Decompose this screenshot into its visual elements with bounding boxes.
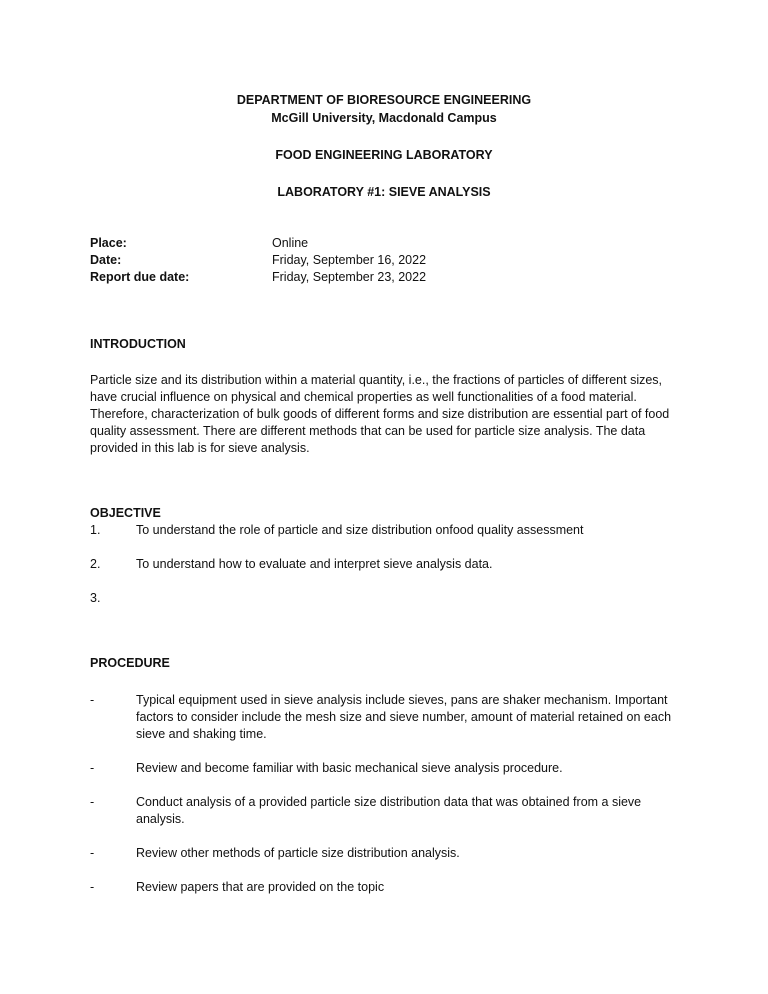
place-value: Online: [272, 236, 309, 250]
lab-name-heading: FOOD ENGINEERING LABORATORY: [275, 148, 493, 162]
procedure-bullet: -: [90, 693, 95, 707]
introduction-title: INTRODUCTION: [90, 337, 186, 351]
lab-title-heading: LABORATORY #1: SIEVE ANALYSIS: [277, 185, 491, 199]
objective-item: To understand how to evaluate and interpret sieve analysis data.: [136, 557, 493, 571]
objective-number: 1.: [90, 523, 101, 537]
objective-item: To understand the role of particle and size distribution onfood quality assessment: [136, 523, 584, 537]
objective-title: OBJECTIVE: [90, 506, 161, 520]
procedure-title: PROCEDURE: [90, 656, 170, 670]
procedure-item: Review papers that are provided on the topic: [136, 880, 385, 894]
procedure-item: Review and become familiar with basic mechanical sieve analysis procedure.: [136, 761, 563, 775]
procedure-item: Conduct analysis of a provided particle size distribution data that was obtained from a sieve analysis.: [136, 795, 642, 826]
procedure-bullet: -: [90, 880, 95, 894]
procedure-item: Typical equipment used in sieve analysis include sieves, pans are shaker mechanism. Important factors to consider include the mesh size and sieve number, amount of material retained on each sieve and shaking time.: [136, 693, 672, 741]
procedure-bullet: -: [90, 795, 95, 809]
procedure-bullet: -: [90, 761, 95, 775]
objective-number: 2.: [90, 557, 101, 571]
procedure-item: Review other methods of particle size distribution analysis.: [136, 846, 460, 860]
place-label: Place:: [90, 236, 127, 250]
due-date-value: Friday, September 23, 2022: [272, 270, 427, 284]
date-label: Date:: [90, 253, 122, 267]
introduction-text: Particle size and its distribution within a material quantity, i.e., the fractions of particles of different sizes, have crucial influence on physical and chemical properties as well functionalities of a food material. Therefore, characterization of bulk goods of different forms and size distribution are essential part of food quality assessment. There are different methods that can be used for particle size analysis. The data provided in this lab is for sieve analysis.: [90, 373, 670, 455]
objective-number: 3.: [90, 591, 101, 605]
procedure-bullet: -: [90, 846, 95, 860]
date-value: Friday, September 16, 2022: [272, 253, 427, 267]
department-heading: DEPARTMENT OF BIORESOURCE ENGINEERING: [236, 93, 532, 107]
university-heading: McGill University, Macdonald Campus: [271, 111, 497, 125]
due-date-label: Report due date:: [90, 270, 190, 284]
